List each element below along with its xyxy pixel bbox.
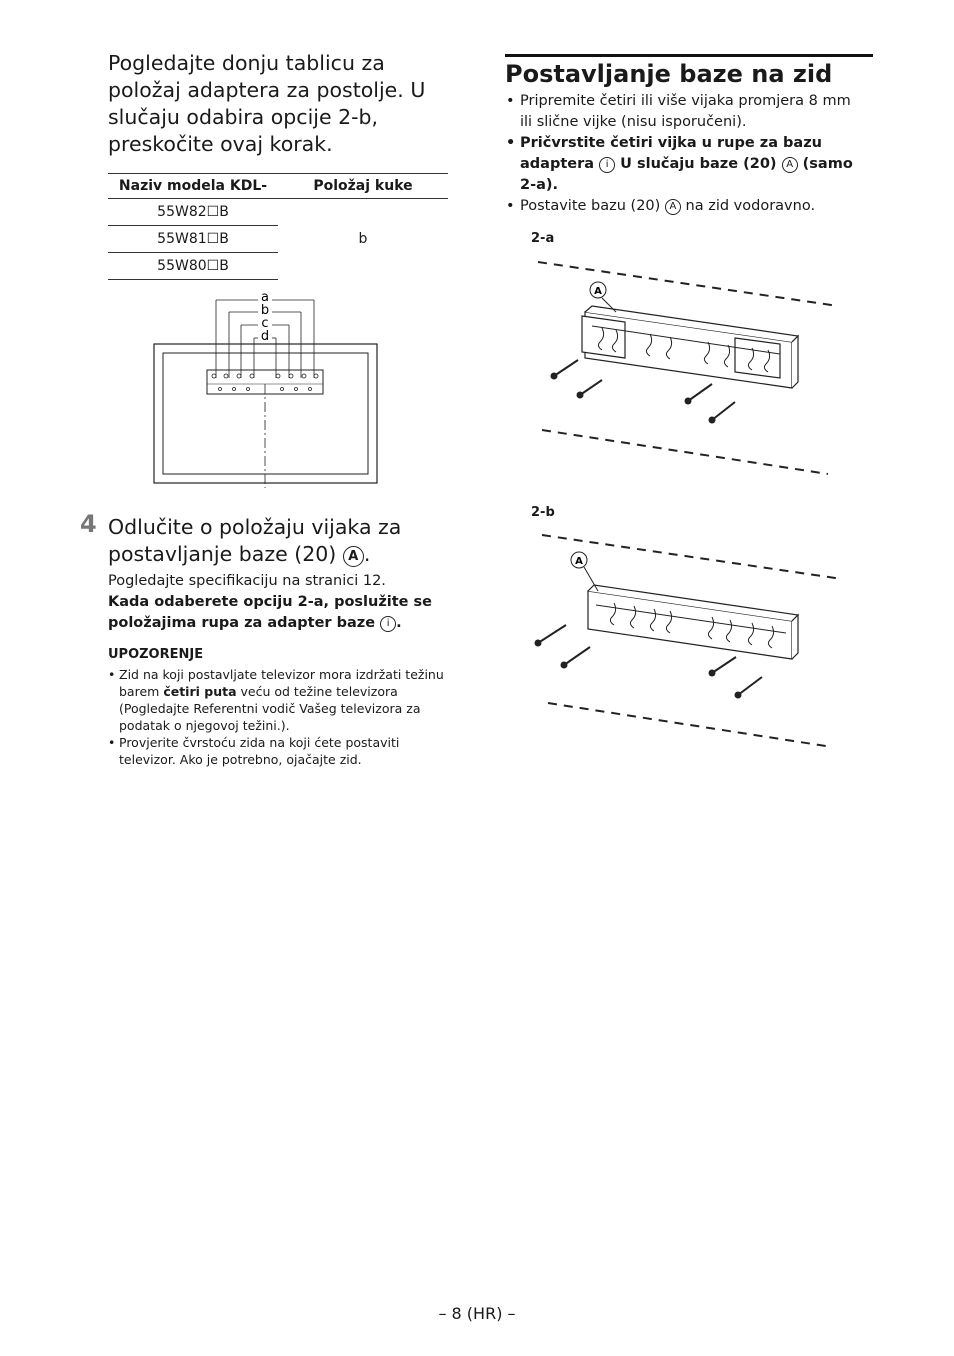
- section-rule: [505, 54, 873, 57]
- instruction-text: Pričvrstite četiri vijka u rupe za bazu adaptera: [520, 135, 822, 172]
- tv-adapter-diagram: [150, 288, 382, 488]
- figure-label-2a: 2-a: [531, 231, 555, 246]
- circled-i-icon: i: [380, 616, 396, 632]
- figure-label-2b: 2-b: [531, 505, 555, 520]
- warning-bold: četiri puta: [163, 684, 237, 699]
- step-number: 4: [80, 510, 97, 538]
- label-d: d: [260, 329, 270, 344]
- table-header-row: [108, 174, 448, 199]
- circled-a-icon: A: [782, 157, 798, 173]
- step-bold-line: Kada odaberete opciju 2-a, poslužite se položajima rupa za adapter baze: [108, 594, 433, 631]
- instruction-text: Postavite bazu (20): [520, 198, 661, 214]
- circled-a-icon: A: [665, 199, 681, 215]
- circled-a-icon: A: [343, 546, 364, 567]
- table-row: [108, 199, 448, 226]
- model-cell: 55W81☐B: [108, 226, 278, 253]
- step-title-end: .: [363, 542, 371, 566]
- instruction-list: [505, 91, 855, 217]
- callout-a-label: A: [594, 286, 602, 297]
- warning-text: veću od težine televizora (Pogledajte Referentni vodič Vašeg televizora za podatak o njegovoj težini.).: [119, 684, 421, 733]
- warning-item: [108, 666, 453, 734]
- step-bold-text: [108, 592, 453, 634]
- instruction-text: (samo 2-a).: [520, 156, 853, 193]
- figure-2a-illustration: [530, 250, 845, 480]
- step-text-line: Pogledajte specifikaciju na stranici 12.: [108, 573, 386, 589]
- instruction-item: • Pripremite četiri ili više vijaka promjera 8 mm ili slične vijke (nisu isporučeni).: [505, 91, 855, 133]
- instruction-item: [505, 196, 855, 217]
- circled-i-icon: i: [599, 157, 615, 173]
- step-title: [108, 514, 448, 568]
- model-cell: 55W82☐B: [108, 199, 278, 226]
- callout-a-label: A: [575, 556, 583, 567]
- model-table: [108, 173, 448, 280]
- instruction-text: U slučaju baze (20): [620, 156, 777, 172]
- header-hook-position: Položaj kuke: [278, 174, 448, 199]
- step-text: [108, 571, 453, 634]
- step-title-text: Odlučite o položaju vijaka za postavljanje baze (20): [108, 515, 402, 566]
- position-cell: b: [358, 231, 368, 248]
- model-cell: 55W80☐B: [108, 253, 278, 280]
- section-title: Postavljanje baze na zid: [505, 60, 833, 88]
- label-b: b: [260, 303, 270, 318]
- intro-text: Pogledajte donju tablicu za položaj adaptera za postolje. U slučaju odabira opcije 2-b, preskočite ovaj korak.: [108, 51, 426, 156]
- instruction-text: na zid vodoravno.: [685, 198, 816, 214]
- warning-item: • Provjerite čvrstoću zida na koji ćete postaviti televizor. Ako je potrebno, ojačajte zid.: [108, 734, 453, 768]
- figure-2b-illustration: [530, 525, 845, 755]
- instruction-item: [505, 133, 855, 196]
- step-bold-end: .: [396, 615, 402, 631]
- warning-text: Zid na koji postavljate televizor mora izdržati težinu barem: [119, 667, 444, 699]
- warning-heading: UPOZORENJE: [108, 647, 204, 662]
- label-a: a: [261, 290, 269, 305]
- label-c: c: [261, 316, 269, 331]
- warning-list: [108, 666, 453, 768]
- header-model: Naziv modela KDL-: [108, 174, 278, 199]
- page-number: – 8 (HR) –: [438, 1304, 516, 1323]
